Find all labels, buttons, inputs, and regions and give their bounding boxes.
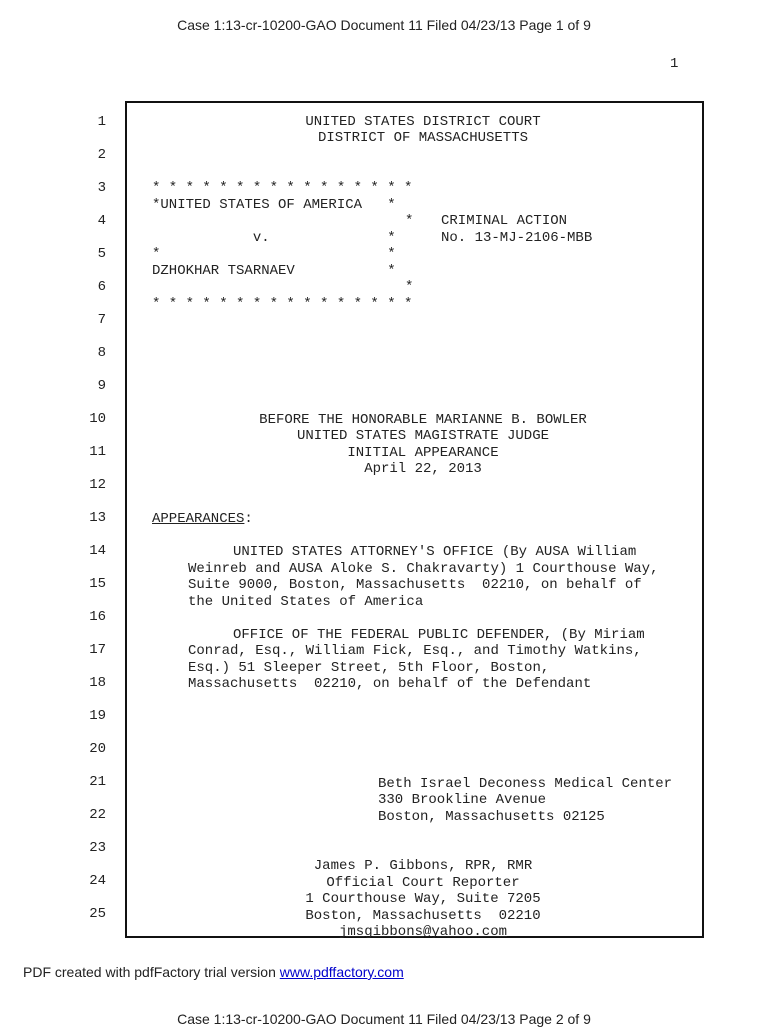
page-number: 1: [670, 56, 679, 72]
line-number: 12: [89, 477, 106, 493]
caption-defendant: DZHOKHAR TSARNAEV *: [152, 263, 396, 279]
appearances-label: APPEARANCES: [152, 511, 245, 527]
line-number: 3: [97, 180, 106, 196]
next-page-header: Case 1:13-cr-10200-GAO Document 11 Filed 04/23/13 Page 2 of 9: [177, 1011, 591, 1027]
court-name: UNITED STATES DISTRICT COURT: [305, 114, 541, 130]
line-number: 21: [89, 774, 106, 790]
proceeding-date: April 22, 2013: [364, 461, 482, 477]
line-number: 11: [89, 444, 106, 460]
line-number: 8: [97, 345, 106, 361]
government-counsel-line: UNITED STATES ATTORNEY'S OFFICE (By AUSA William: [233, 544, 637, 560]
government-counsel-line: Suite 9000, Boston, Massachusetts 02210, on behalf of: [188, 577, 642, 593]
appearances-heading: [152, 511, 253, 527]
caption-star: *: [405, 213, 414, 229]
caption-stars-top: * * * * * * * * * * * * * * * *: [152, 180, 413, 196]
defense-counsel-line: Esq.) 51 Sleeper Street, 5th Floor, Boston,: [188, 660, 550, 676]
line-number: 14: [89, 543, 106, 559]
line-number: 1: [97, 114, 106, 130]
line-number: 9: [97, 378, 106, 394]
location-street: 330 Brookline Avenue: [378, 792, 547, 808]
line-number: 5: [97, 246, 106, 262]
government-counsel-line: the United States of America: [188, 594, 424, 610]
line-number: 19: [89, 708, 106, 724]
line-number: 22: [89, 807, 106, 823]
location-city: Boston, Massachusetts 02125: [378, 809, 605, 825]
caption-star-row: * *: [152, 246, 396, 262]
appearances-colon: :: [244, 511, 253, 527]
line-number: 15: [89, 576, 106, 592]
location-name: Beth Israel Deconess Medical Center: [378, 776, 673, 792]
case-header: Case 1:13-cr-10200-GAO Document 11 Filed 04/23/13 Page 1 of 9: [177, 17, 591, 33]
defense-counsel-line: Massachusetts 02210, on behalf of the Defendant: [188, 676, 592, 692]
pdf-footer: [23, 964, 404, 980]
caption-plaintiff: *UNITED STATES OF AMERICA *: [152, 197, 396, 213]
line-number: 24: [89, 873, 106, 889]
line-number: 16: [89, 609, 106, 625]
reporter-name: James P. Gibbons, RPR, RMR: [313, 858, 533, 874]
line-number: 17: [89, 642, 106, 658]
line-number: 6: [97, 279, 106, 295]
caption-versus: v. *: [152, 230, 396, 246]
footer-text: PDF created with pdfFactory trial version: [23, 964, 280, 980]
reporter-address: 1 Courthouse Way, Suite 7205: [305, 891, 541, 907]
case-number: No. 13-MJ-2106-MBB: [441, 230, 593, 246]
pdffactory-link[interactable]: www.pdffactory.com: [279, 964, 404, 980]
reporter-email: jmsgibbons@yahoo.com: [338, 924, 508, 940]
caption-star: *: [405, 279, 414, 295]
line-number: 10: [89, 411, 106, 427]
proceeding-type: INITIAL APPEARANCE: [347, 445, 499, 461]
line-number: 23: [89, 840, 106, 856]
line-number: 25: [89, 906, 106, 922]
line-number: 18: [89, 675, 106, 691]
caption-stars-bottom: * * * * * * * * * * * * * * * *: [152, 296, 413, 312]
line-number: 2: [97, 147, 106, 163]
judge-title: UNITED STATES MAGISTRATE JUDGE: [296, 428, 550, 444]
reporter-title: Official Court Reporter: [326, 875, 520, 891]
reporter-city: Boston, Massachusetts 02210: [305, 908, 541, 924]
judge-line: BEFORE THE HONORABLE MARIANNE B. BOWLER: [259, 412, 587, 428]
court-district: DISTRICT OF MASSACHUSETTS: [317, 130, 529, 146]
line-number: 13: [89, 510, 106, 526]
defense-counsel-line: Conrad, Esq., William Fick, Esq., and Timothy Watkins,: [188, 643, 642, 659]
defense-counsel-line: OFFICE OF THE FEDERAL PUBLIC DEFENDER, (By Miriam: [233, 627, 645, 643]
line-number: 7: [97, 312, 106, 328]
government-counsel-line: Weinreb and AUSA Aloke S. Chakravarty) 1 Courthouse Way,: [188, 561, 659, 577]
line-number: 4: [97, 213, 106, 229]
criminal-action-label: CRIMINAL ACTION: [441, 213, 568, 229]
line-number: 20: [89, 741, 106, 757]
